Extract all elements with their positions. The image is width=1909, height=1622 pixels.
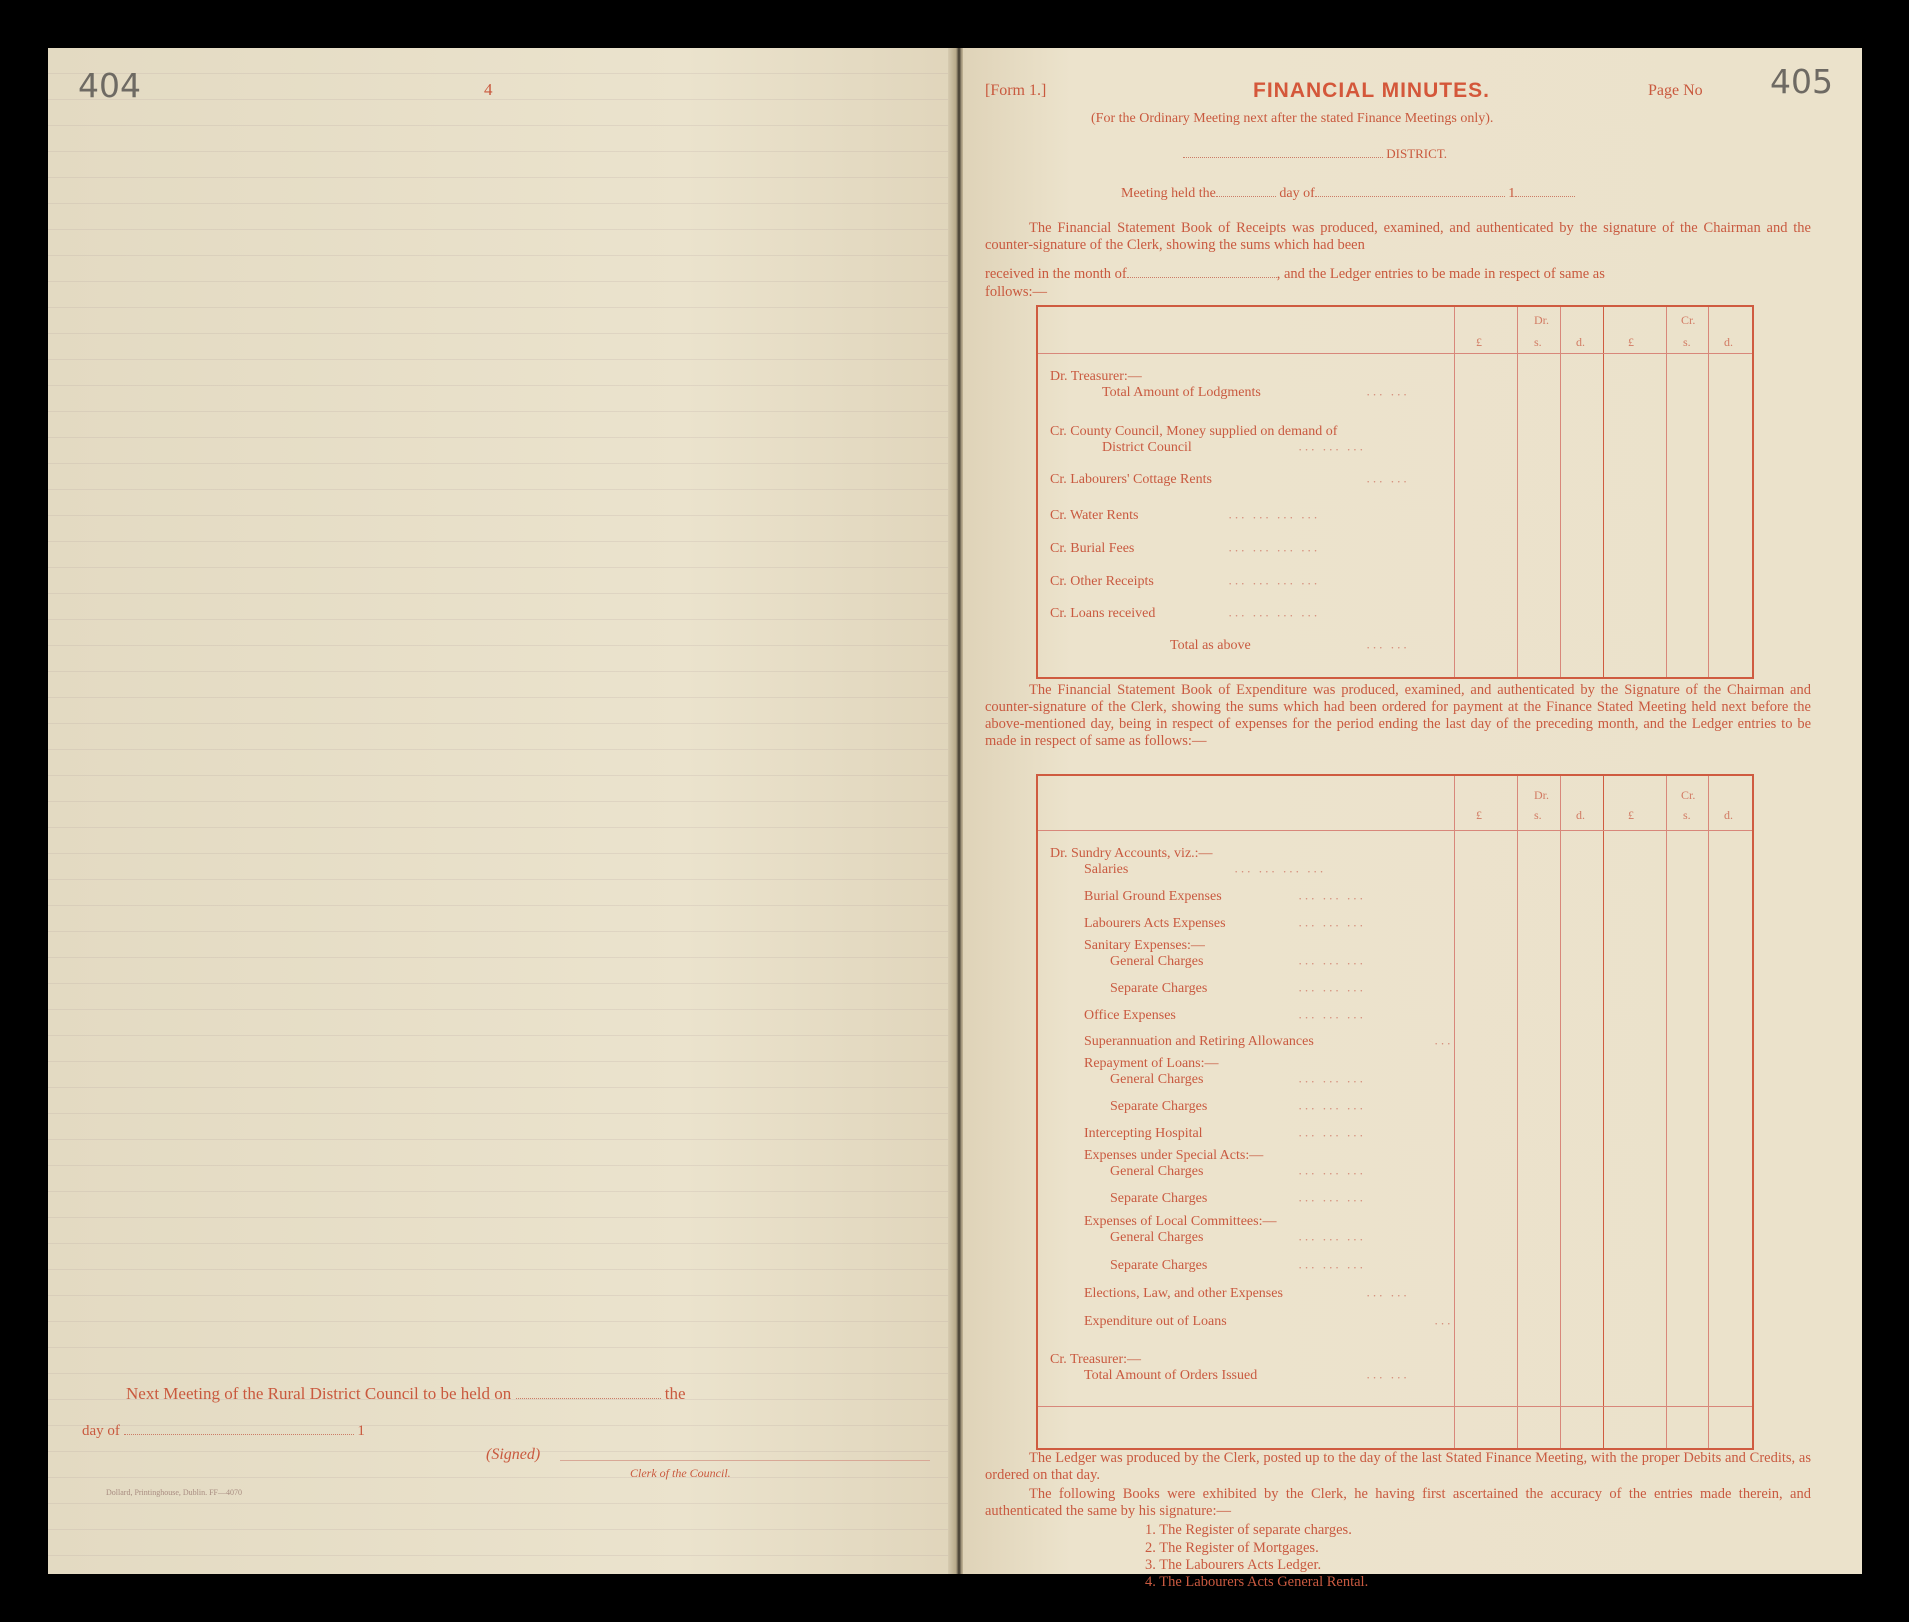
receipts-row-label: Cr. Labourers' Cottage Rents <box>1050 472 1212 487</box>
expenditure-row-label: General Charges <box>1110 1230 1204 1245</box>
clerk-label: Clerk of the Council. <box>630 1466 731 1480</box>
expenditure-row-label: Sanitary Expenses:— <box>1084 938 1205 953</box>
receipts-row-label: District Council <box>1102 440 1192 455</box>
right-page <box>963 48 1862 1590</box>
receipts-col-pounds: £ <box>1476 335 1482 349</box>
receipts-cr-header: Cr. <box>1681 313 1696 327</box>
expenditure-row-label: Separate Charges <box>1110 1258 1208 1273</box>
receipts-col-pence-cr: d. <box>1724 335 1733 349</box>
folio-mark: 4 <box>484 80 493 99</box>
page-label: Page No <box>1648 82 1703 99</box>
expenditure-row-label: Salaries <box>1084 862 1129 877</box>
expenditure-dr-header: Dr. <box>1534 788 1549 802</box>
receipts-row-label: Total Amount of Lodgments <box>1102 385 1261 400</box>
book-list-item: 1. The Register of separate charges. <box>1145 1522 1352 1538</box>
left-page <box>48 48 958 1574</box>
left-page-number: 404 <box>78 66 141 105</box>
district-line: DISTRICT. <box>1183 146 1447 162</box>
expenditure-row-label: Labourers Acts Expenses <box>1084 916 1226 931</box>
expenditure-col-shillings-cr: s. <box>1683 808 1691 822</box>
expenditure-row-label: General Charges <box>1110 954 1204 969</box>
book-list-item: 3. The Labourers Acts Ledger. <box>1145 1557 1322 1573</box>
expenditure-row-label: Office Expenses <box>1084 1008 1176 1023</box>
expenditure-row-label: Repayment of Loans:— <box>1084 1056 1219 1071</box>
expenditure-col-shillings: s. <box>1534 808 1542 822</box>
receipts-row-label: Dr. Treasurer:— <box>1050 369 1142 384</box>
expenditure-row-label: General Charges <box>1110 1164 1204 1179</box>
receipts-col-pence: d. <box>1576 335 1585 349</box>
book-list-item: 4. The Labourers Acts General Rental. <box>1145 1574 1369 1590</box>
expenditure-row-label: Expenses under Special Acts:— <box>1084 1148 1264 1163</box>
expenditure-row-label: Expenditure out of Loans <box>1084 1314 1227 1329</box>
expenditure-table: Dr. Cr. £ s. d. £ s. d. Dr. Sundry Accounts, viz.:— Salaries Burial Ground Expenses Labourers Acts Expenses Sanitary Expenses:— General Charges Separate Charges Office Expenses Superannuation and Retiring Allowances Repayment of Loans:— General Charges Separate Charges Intercepting Hospital Expenses under Special Acts:— General Charges Separate Charges Expenses of Local Committees:— General Charges Separate Charges Elections, Law, and other Expenses Expenditure out of Loans Cr. Treasurer:— Total Amount of Orders Issued ··· ··· ··· ··· ··· ··· ··· ··· ··· ··· ··· ··· ··· ··· ··· ··· ··· ··· ··· ··· ··· ··· ··· ··· ··· ··· ··· ··· ··· ··· ··· ··· ··· ··· ··· ··· ··· ··· ··· ··· ··· ··· ··· ··· ··· ··· <box>1036 774 1754 1450</box>
receipts-row-label: Cr. Loans received <box>1050 606 1156 621</box>
receipts-row-label: Cr. Other Receipts <box>1050 574 1154 589</box>
receipts-dr-header: Dr. <box>1534 313 1549 327</box>
right-page-number: 405 <box>1770 62 1833 101</box>
expenditure-row-label: Separate Charges <box>1110 981 1208 996</box>
receipts-month-line: received in the month of , and the Ledger entries to be made in respect of same as <box>985 266 1605 282</box>
expenditure-row-label: Cr. Treasurer:— <box>1050 1352 1141 1367</box>
meeting-line: Meeting held the day of 1 <box>1121 186 1575 202</box>
expenditure-col-pounds-cr: £ <box>1628 808 1634 822</box>
expenditure-paragraph: The Financial Statement Book of Expenditure was produced, examined, and authenticated by the Signature of the Chairman and counter-signature of the Clerk, showing the sums which had been ordered for payment at the Finance Stated Meeting held next before the above-mentioned day, being in respect of expenses for the period ending the last day of the preceding month, and the Ledger entries to be made in respect of same as follows:— <box>985 682 1811 749</box>
form-label: [Form 1.] <box>985 82 1047 99</box>
receipts-row-label: Cr. County Council, Money supplied on demand of <box>1050 424 1338 439</box>
page-title: FINANCIAL MINUTES. <box>1253 79 1490 102</box>
subtitle: (For the Ordinary Meeting next after the stated Finance Meetings only). <box>1091 111 1494 126</box>
signature-line <box>560 1460 930 1461</box>
expenditure-row-label: Burial Ground Expenses <box>1084 889 1222 904</box>
printer-imprint: Dollard, Printinghouse, Dublin. FF—4070 <box>106 1488 243 1497</box>
expenditure-row-label: Separate Charges <box>1110 1099 1208 1114</box>
receipts-row-label: Cr. Water Rents <box>1050 508 1139 523</box>
book-list-item: 2. The Register of Mortgages. <box>1145 1540 1319 1556</box>
expenditure-row-label: General Charges <box>1110 1072 1204 1087</box>
follows-label: follows:— <box>985 284 1048 300</box>
expenditure-col-pence-cr: d. <box>1724 808 1733 822</box>
signed-label: (Signed) <box>486 1446 541 1463</box>
expenditure-row-label: Expenses of Local Committees:— <box>1084 1214 1277 1229</box>
receipts-paragraph: The Financial Statement Book of Receipts was produced, examined, and authenticated by the signature of the Chairman and the counter-signature of the Clerk, showing the sums which had been <box>985 220 1811 253</box>
expenditure-cr-header: Cr. <box>1681 788 1696 802</box>
receipts-row-label: Total as above <box>1170 638 1251 653</box>
expenditure-col-pence: d. <box>1576 808 1585 822</box>
receipts-col-shillings-cr: s. <box>1683 335 1691 349</box>
ledger-paragraph: The Ledger was produced by the Clerk, posted up to the day of the last Stated Finance Meeting, with the proper Debits and Credits, as ordered on that day. <box>985 1450 1811 1483</box>
day-of-line: day of 1 <box>82 1423 365 1439</box>
expenditure-row-label: Intercepting Hospital <box>1084 1126 1203 1141</box>
expenditure-row-label: Separate Charges <box>1110 1191 1208 1206</box>
receipts-col-shillings: s. <box>1534 335 1542 349</box>
receipts-col-pounds-cr: £ <box>1628 335 1634 349</box>
receipts-table: Dr. Cr. £ s. d. £ s. d. Dr. Treasurer:— Total Amount of Lodgments Cr. County Council, Money supplied on demand of District Council Cr. Labourers' Cottage Rents Cr. Water Rents Cr. Burial Fees Cr. Other Receipts Cr. Loans received Total as above ··· ··· ··· ··· ··· ··· ··· ··· ··· ··· ··· ··· ··· ··· ··· ··· ··· ··· ··· ··· ··· ··· ··· ··· ··· <box>1036 305 1754 679</box>
expenditure-col-pounds: £ <box>1476 808 1482 822</box>
next-meeting-text: Next Meeting of the Rural District Council to be held on the <box>126 1384 686 1403</box>
expenditure-row-label: Superannuation and Retiring Allowances <box>1084 1034 1314 1049</box>
books-paragraph: The following Books were exhibited by the Clerk, he having first ascertained the accuracy of the entries made therein, and authenticated the same by his signature:— <box>985 1486 1811 1519</box>
expenditure-row-label: Dr. Sundry Accounts, viz.:— <box>1050 846 1213 861</box>
receipts-row-label: Cr. Burial Fees <box>1050 541 1135 556</box>
expenditure-row-label: Total Amount of Orders Issued <box>1084 1368 1258 1383</box>
expenditure-row-label: Elections, Law, and other Expenses <box>1084 1286 1283 1301</box>
